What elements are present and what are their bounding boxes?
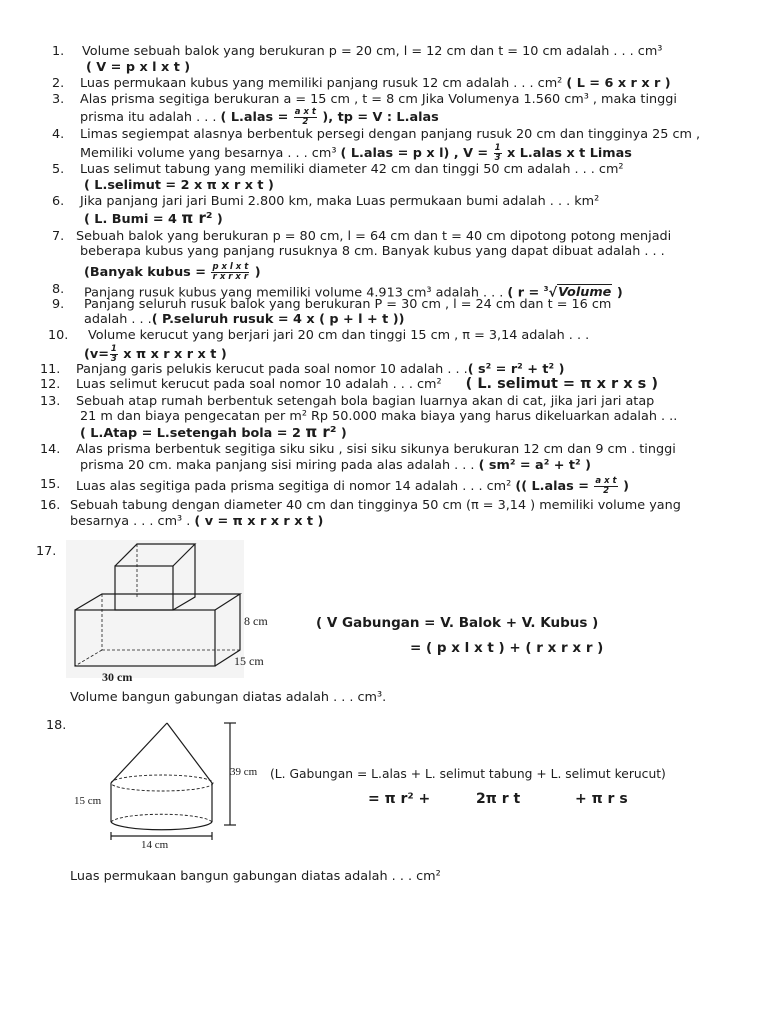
question-16-number: 16. xyxy=(40,498,61,513)
q18-term-alas: = π r² + xyxy=(368,791,431,807)
dim-cylinder-height-label: 15 cm xyxy=(74,795,102,807)
question-7-text: Sebuah balok yang berukuran p = 80 cm, l = 64 cm dan t = 40 cm dipotong potong menjadi xyxy=(76,229,672,244)
question-2-formula: ( L = 6 x r x r ) xyxy=(566,76,671,91)
question-17-text: Volume bangun gabungan diatas adalah . . . cm³. xyxy=(70,690,387,705)
q18-formula-luas-gabungan: (L. Gabungan = L.alas + L. selimut tabung + L. selimut kerucut) xyxy=(270,767,666,781)
question-12-number: 12. xyxy=(40,377,61,392)
question-3-text2: prisma itu adalah . . . xyxy=(80,110,221,125)
question-8-formula-a: ( r = xyxy=(507,285,544,301)
question-4-text2: Memiliki volume yang besarnya . . . cm³ xyxy=(80,146,341,161)
question-11-text: Panjang garis pelukis kerucut pada soal nomor 10 adalah . . . xyxy=(76,362,468,377)
question-18-number: 18. xyxy=(46,718,67,733)
fraction-denominator: 2 xyxy=(302,117,309,127)
question-5-number: 5. xyxy=(52,162,65,177)
question-13-formula-b: ) xyxy=(336,426,347,441)
pi-symbol: π xyxy=(305,423,318,441)
fraction-numerator: p x l x t xyxy=(212,262,249,272)
radius-squared: r² xyxy=(193,209,213,227)
question-10-formula-a: (v= xyxy=(84,347,109,362)
question-6-formula-b: ) xyxy=(212,212,223,227)
question-3-number: 3. xyxy=(52,92,65,107)
question-3-formula-b: ), tp = V : L.alas xyxy=(317,110,439,125)
question-11-number: 11. xyxy=(40,362,61,377)
question-8-text: Panjang rusuk kubus yang memiliki volume 4.913 cm³ adalah . . . xyxy=(84,285,508,301)
fraction-denominator: 3 xyxy=(494,153,501,163)
radius-squared: r² xyxy=(317,423,337,441)
dim-total-height-label: 39 cm xyxy=(230,766,258,778)
question-15-number: 15. xyxy=(40,477,61,492)
question-4-formula-a: ( L.alas = p x l) , V = xyxy=(340,146,493,161)
q17-formula-volume-gabungan: ( V Gabungan = V. Balok + V. Kubus ) xyxy=(316,615,599,631)
question-9-formula: ( P.seluruh rusuk = 4 x ( p + l + t )) xyxy=(151,312,405,327)
dim-width-label: 15 cm xyxy=(234,654,264,668)
question-15-formula-b: ) xyxy=(618,479,629,494)
q17-formula-expansion: = ( p x l x t ) + ( r x r x r ) xyxy=(410,640,604,656)
question-14-number: 14. xyxy=(40,442,61,457)
question-12-formula: ( L. selimut = π x r x s ) xyxy=(465,376,658,392)
question-15-formula-a: (( L.alas = xyxy=(515,479,594,494)
question-13-text2: 21 m dan biaya pengecatan per m² Rp 50.000 maka biaya yang harus dikeluarkan adalah . .. xyxy=(80,409,678,424)
question-16-text2: besarnya . . . cm³ . xyxy=(70,514,195,529)
radical-sign: √ xyxy=(548,285,558,301)
question-5-text: Luas selimut tabung yang memiliki diameter 42 cm dan tinggi 50 cm adalah . . . cm² xyxy=(80,162,624,177)
question-14-formula: ( sm² = a² + t² ) xyxy=(478,458,591,473)
question-7-formula-a: (Banyak kubus = xyxy=(84,265,211,280)
question-10-number: 10. xyxy=(48,328,69,343)
question-15-text: Luas alas segitiga pada prisma segitiga di nomor 14 adalah . . . cm² xyxy=(76,479,516,494)
question-2-number: 2. xyxy=(52,76,65,91)
question-4-formula-b: x L.alas x t Limas xyxy=(502,146,632,161)
fraction-numerator: a x t xyxy=(595,476,617,486)
question-17-number: 17. xyxy=(36,544,57,559)
root-index: 3 xyxy=(543,285,549,293)
question-3-formula-a: ( L.alas = xyxy=(220,110,293,125)
question-10-text: Volume kerucut yang berjari jari 20 cm dan tinggi 15 cm , π = 3,14 adalah . . . xyxy=(88,328,590,343)
question-7-number: 7. xyxy=(52,229,65,244)
dim-diameter-label: 14 cm xyxy=(141,839,169,851)
question-1-text: Volume sebuah balok yang berukuran p = 20 cm, l = 12 cm dan t = 10 cm adalah . . . cm³ xyxy=(82,44,663,59)
question-9-text: Panjang seluruh rusuk balok yang berukuran P = 30 cm , l = 24 cm dan t = 16 cm xyxy=(84,297,612,312)
question-13-formula-a: ( L.Atap = L.setengah bola = 2 xyxy=(80,426,306,441)
question-8-formula-b: ) xyxy=(612,285,623,301)
question-13-text: Sebuah atap rumah berbentuk setengah bola bagian luarnya akan di cat, jika jari jari atap xyxy=(76,394,655,409)
pi-symbol: π xyxy=(181,209,194,227)
question-9-number: 9. xyxy=(52,297,65,312)
radicand: Volume xyxy=(558,285,612,301)
question-11-formula: ( s² = r² + t² ) xyxy=(467,362,565,377)
fraction-denominator: 3 xyxy=(110,354,117,364)
question-16-text: Sebuah tabung dengan diameter 40 cm dan tingginya 50 cm (π = 3,14 ) memiliki volume yang xyxy=(70,498,681,513)
question-8-number: 8. xyxy=(52,282,65,297)
question-4-text: Limas segiempat alasnya berbentuk persegi dengan panjang rusuk 20 cm dan tingginya 25 cm , xyxy=(80,127,701,142)
question-2-text: Luas permukaan kubus yang memiliki panjang rusuk 12 cm adalah . . . cm² xyxy=(80,76,567,91)
question-3-text: Alas prisma segitiga berukuran a = 15 cm , t = 8 cm Jika Volumenya 1.560 cm³ , maka tinggi xyxy=(80,92,677,107)
question-4-number: 4. xyxy=(52,127,65,142)
question-13-number: 13. xyxy=(40,394,61,409)
fraction-denominator: 2 xyxy=(603,486,609,496)
dim-height-label: 8 cm xyxy=(244,614,268,628)
question-1-formula: ( V = p x l x t ) xyxy=(86,60,191,75)
q18-term-selimut-tabung: 2π r t xyxy=(476,791,521,807)
fraction-denominator: r x r x r xyxy=(212,272,249,282)
question-10-formula-b: x π x r x r x t ) xyxy=(118,347,227,362)
question-7-formula-b: ) xyxy=(250,265,261,280)
question-12-text: Luas selimut kerucut pada soal nomor 10 adalah . . . cm² xyxy=(76,377,442,392)
question-6-formula-a: ( L. Bumi = 4 xyxy=(84,212,182,227)
question-6-text: Jika panjang jari jari Bumi 2.800 km, maka Luas permukaan bumi adalah . . . km² xyxy=(80,194,600,209)
question-6-number: 6. xyxy=(52,194,65,209)
question-1-number: 1. xyxy=(52,44,65,59)
fraction-numerator: 1 xyxy=(494,143,501,153)
fraction-numerator: 1 xyxy=(110,344,117,354)
dim-length-label: 30 cm xyxy=(102,670,133,684)
question-5-formula: ( L.selimut = 2 x π x r x t ) xyxy=(84,178,274,193)
question-9-text2: adalah . . . xyxy=(84,312,152,327)
question-14-text2: prisma 20 cm. maka panjang sisi miring pada alas adalah . . . xyxy=(80,458,479,473)
question-16-formula: ( v = π x r x r x t ) xyxy=(194,514,324,529)
fraction-numerator: a x t xyxy=(294,107,316,117)
question-7-text2: beberapa kubus yang panjang rusuknya 8 cm. Banyak kubus yang dapat dibuat adalah . . . xyxy=(80,244,665,259)
question-18-text: Luas permukaan bangun gabungan diatas adalah . . . cm² xyxy=(70,869,441,884)
q18-term-selimut-kerucut: + π r s xyxy=(575,791,628,807)
question-14-text: Alas prisma berbentuk segitiga siku siku , sisi siku sikunya berukuran 12 cm dan 9 cm . tinggi xyxy=(76,442,676,457)
